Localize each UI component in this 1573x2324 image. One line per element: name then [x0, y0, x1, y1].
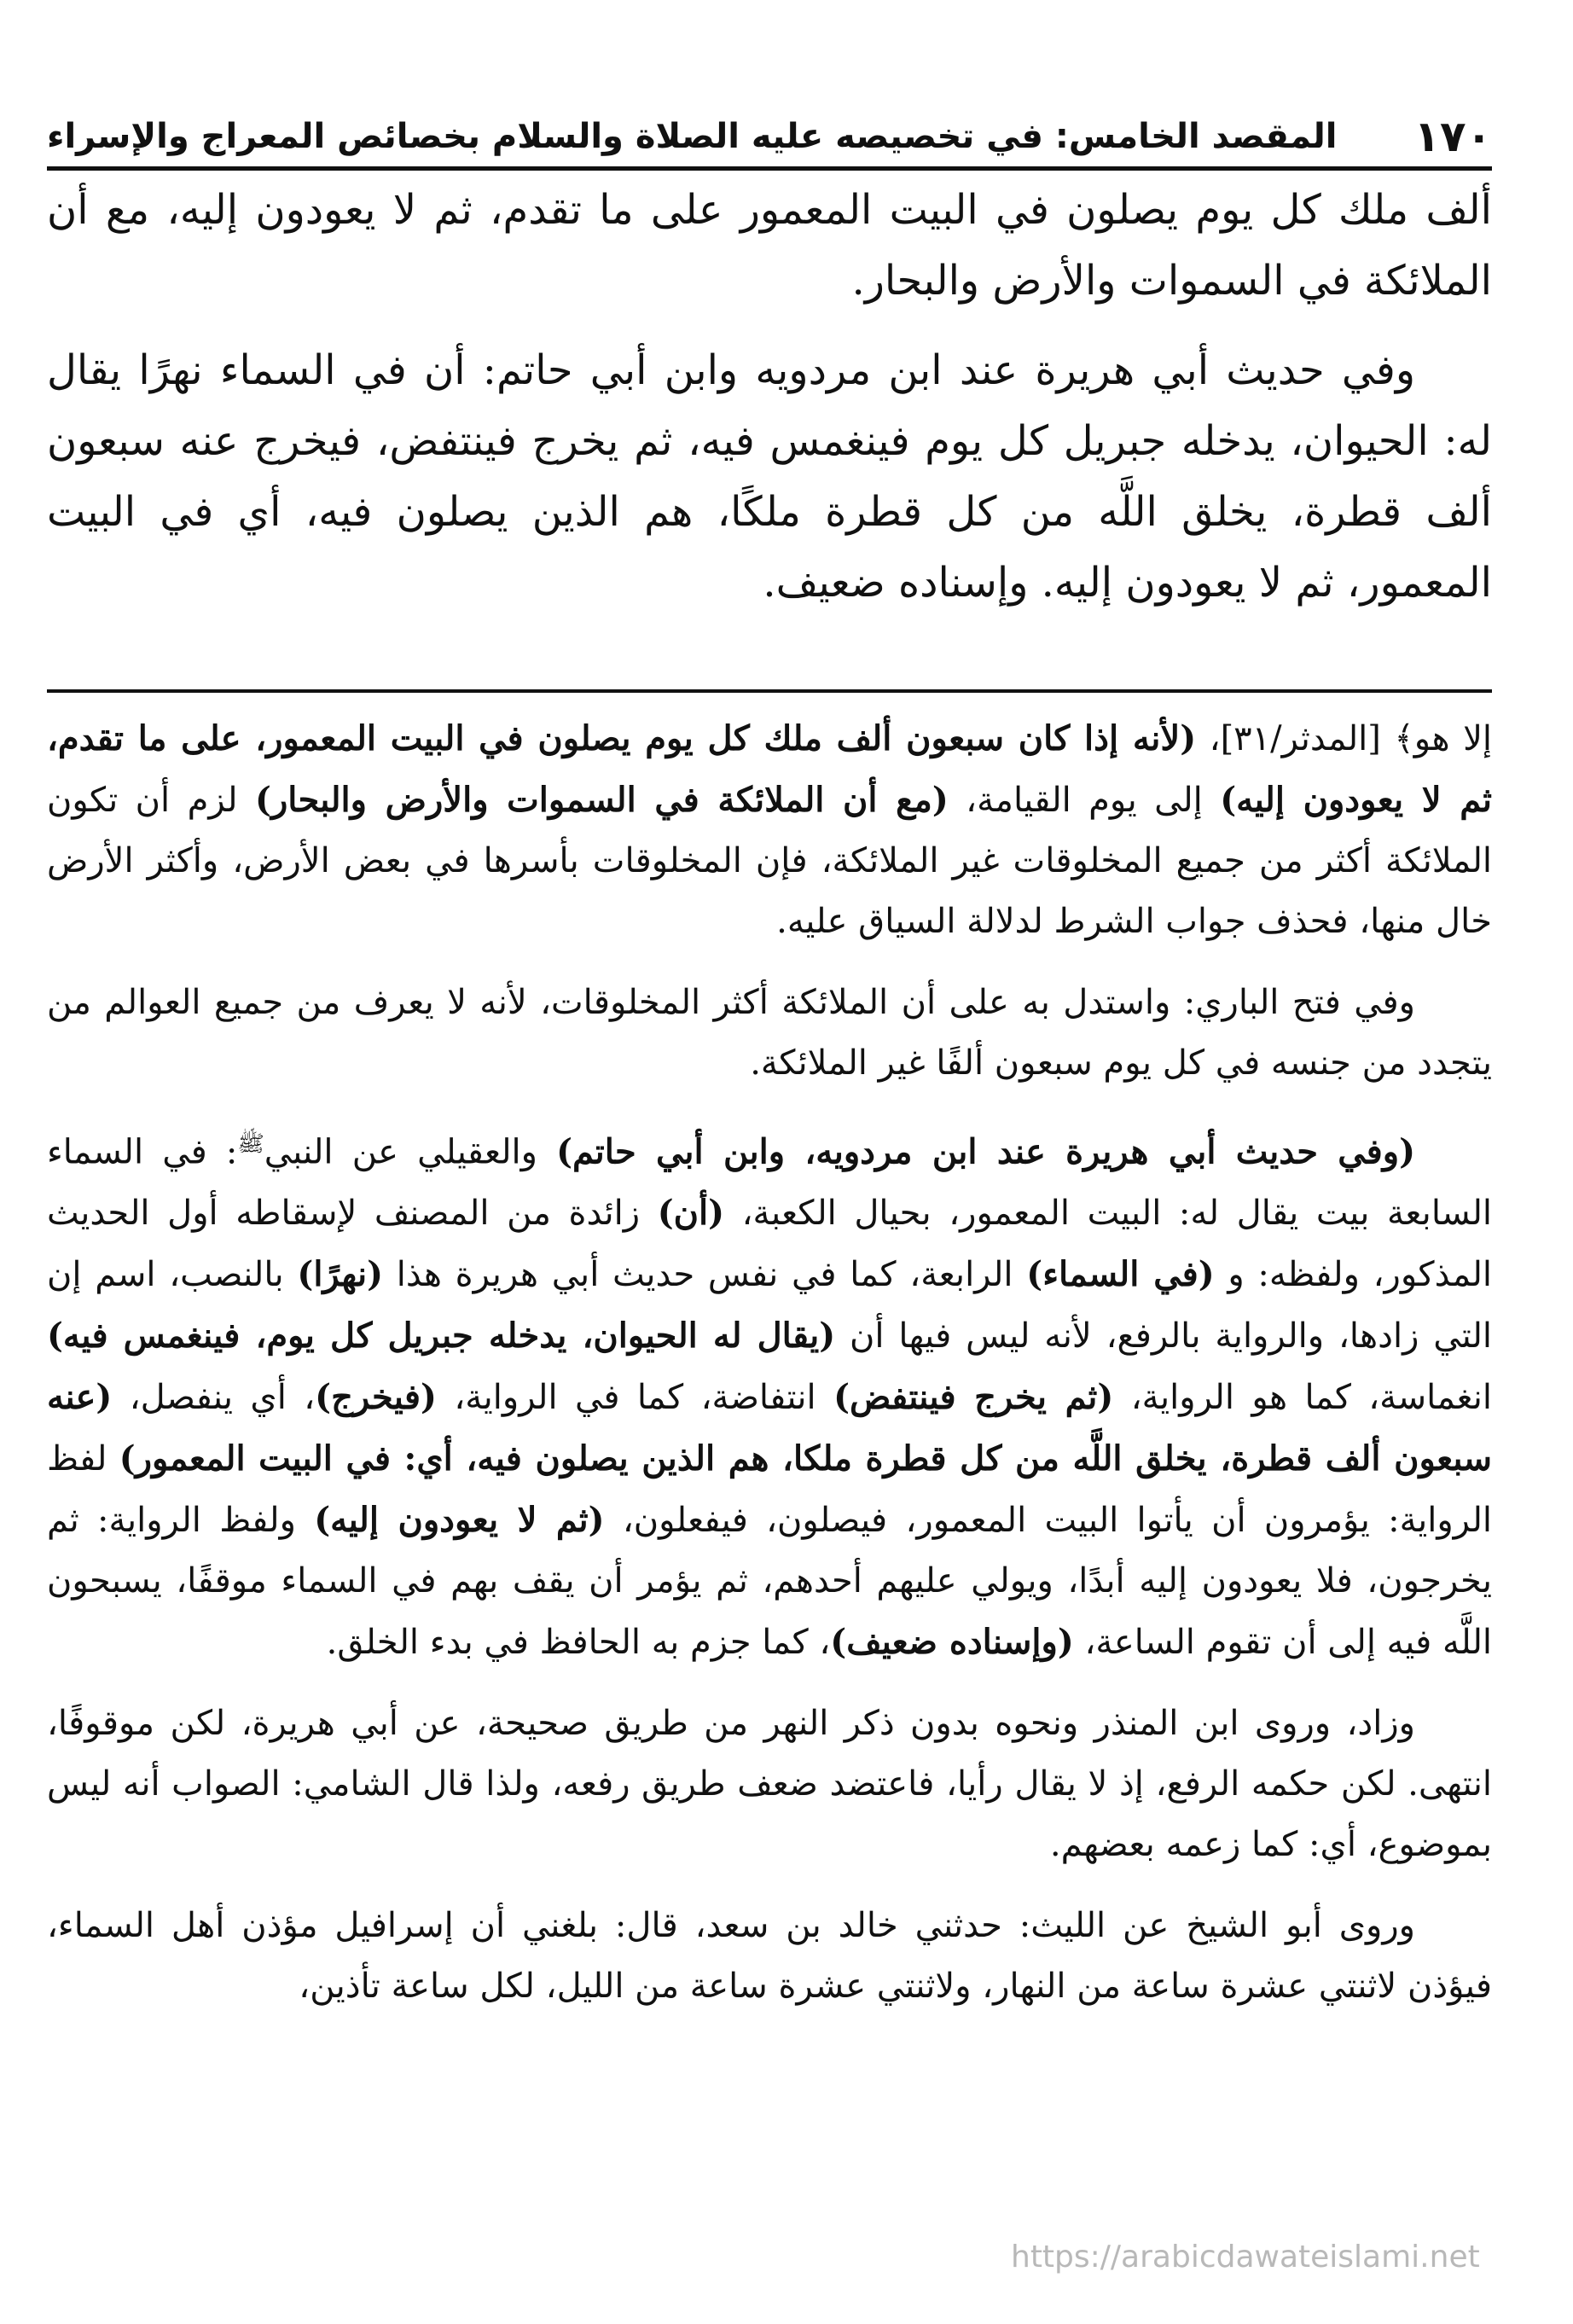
quoted-text: (عنه سبعون ألف قطرة، يخلق اللَّه من كل قطرة ملكا، هم الذين يصلون فيه، أي: في البيت المعمور) — [47, 1377, 1492, 1479]
plain-text: إلا هو﴾ [المدثر/٣١]، — [1196, 719, 1492, 758]
plain-text: لزم أن تكون الملائكة أكثر من جميع المخلوقات غير الملائكة، فإن المخلوقات بأسرها في بعض الأرض، وأكثر الأرض خال منها، فحذف جواب الشرط لدلالة السياق عليه. — [47, 781, 1492, 941]
page-header — [47, 90, 1492, 171]
plain-text: ، أي ينفصل، — [112, 1378, 316, 1418]
plain-text: لفظ الرواية: يؤمرون أن يأتوا البيت المعمور، فيصلون، فيفعلون، — [47, 1439, 1492, 1541]
quoted-text: (نهرًا) — [297, 1254, 383, 1295]
plain-text: انتفاضة، كما في الرواية، — [436, 1378, 834, 1418]
quoted-text: (في السماء) — [1026, 1254, 1215, 1295]
main-paragraph-2: وفي حديث أبي هريرة عند ابن مردويه وابن أبي حاتم: أن في السماء نهرًا يقال له: الحيوان، يدخله جبريل كل يوم فينغمس فيه، ثم يخرج فينتفض، فيخرج عنه سبعون ألف قطرة، يخلق اللَّه من كل قطرة ملكًا، هم الذين يصلون فيه، أي في البيت المعمور، ثم لا يعودون إليه. وإسناده ضعيف. — [47, 346, 1492, 607]
quoted-text: (مع أن الملائكة في السموات والأرض والبحار) — [255, 780, 949, 820]
watermark-url: https://arabicdawateislami.net — [1011, 2240, 1480, 2275]
plain-text: انغماسة، كما هو الرواية، — [1113, 1378, 1492, 1418]
plain-text: ولفظ الرواية: ثم يخرجون، فلا يعودون إليه أبدًا، ويولي عليهم أحدهم، ثم يؤمر أن يقف بهم في السماء موقفًا، يسبحون اللَّه فيه إلى أن تقوم الساعة، — [47, 1501, 1492, 1663]
plain-text: : في السماء السابعة بيت يقال له: البيت المعمور، بحيال الكعبة، — [47, 1132, 1492, 1234]
plain-text: والعقيلي عن النبي — [264, 1132, 557, 1172]
commentary-paragraph-5: وروى أبو الشيخ عن الليث: حدثني خالد بن سعد، قال: بلغني أن إسرافيل مؤذن أهل السماء، فيؤذن لاثنتي عشرة ساعة من النهار، ولاثنتي عشرة ساعة من الليل، لكل ساعة تأذين، — [47, 1906, 1492, 2007]
salawat-glyph: ﷺ — [237, 1131, 264, 1157]
running-title: المقصد الخامس: في تخصيصه عليه الصلاة والسلام بخصائص المعراج والإسراء — [47, 117, 1338, 156]
plain-text: ، كما جزم به الحافظ في بدء الخلق. — [326, 1623, 831, 1663]
main-text — [47, 175, 1492, 619]
main-paragraph-1: ألف ملك كل يوم يصلون في البيت المعمور على ما تقدم، ثم لا يعودون إليه، مع أن الملائكة في السموات والأرض والبحار. — [47, 186, 1492, 305]
plain-text: إلى يوم القيامة، — [948, 781, 1221, 820]
quoted-text: (وإسناده ضعيف) — [830, 1622, 1074, 1663]
quoted-text: (لأنه إذا كان سبعون ألف ملك كل يوم يصلون في البيت المعمور، على ما تقدم، ثم لا يعودون إليه) — [47, 718, 1492, 820]
footnote-divider — [47, 689, 1492, 693]
commentary-paragraph-2: وفي فتح الباري: واستدل به على أن الملائكة أكثر المخلوقات، لأنه لا يعرف من جميع العوالم من يتجدد من جنسه في كل يوم سبعون ألفًا غير الملائكة. — [47, 983, 1492, 1083]
quoted-text: (أن) — [657, 1193, 725, 1234]
quoted-text: (ثم لا يعودون إليه) — [314, 1500, 605, 1541]
quoted-text: (ثم يخرج فينتفض) — [833, 1377, 1114, 1418]
plain-text: بالنصب، اسم إن التي زادها، والرواية بالرفع، لأنه ليس فيها أن — [47, 1255, 1492, 1357]
plain-text: زائدة من المصنف لإسقاطه أول الحديث المذكور، ولفظه: و — [47, 1194, 1492, 1295]
commentary-paragraph-3 — [47, 1114, 1492, 1673]
quoted-text: (يقال له الحيوان، يدخله جبريل كل يوم، فينغمس فيه) — [47, 1316, 836, 1357]
commentary-paragraph-1 — [47, 708, 1492, 952]
plain-text: الرابعة، كما في نفس حديث أبي هريرة هذا — [383, 1255, 1027, 1295]
quoted-text: (فيخرج) — [315, 1377, 437, 1418]
commentary — [47, 708, 1492, 2017]
commentary-paragraph-4: وزاد، وروى ابن المنذر ونحوه بدون ذكر النهر من طريق صحيحة، عن أبي هريرة، لكن موقوفًا، انتهى. لكن حكمه الرفع، إذ لا يقال رأيا، فاعتضد ضعف طريق رفعه، ولذا قال الشامي: الصواب أنه ليس بموضوع، أي: كما زعمه بعضهم. — [47, 1704, 1492, 1865]
quoted-text: (وفي حديث أبي هريرة عند ابن مردويه، وابن أبي حاتم) — [556, 1131, 1415, 1172]
page-number: ١٧٠ — [1413, 112, 1492, 161]
